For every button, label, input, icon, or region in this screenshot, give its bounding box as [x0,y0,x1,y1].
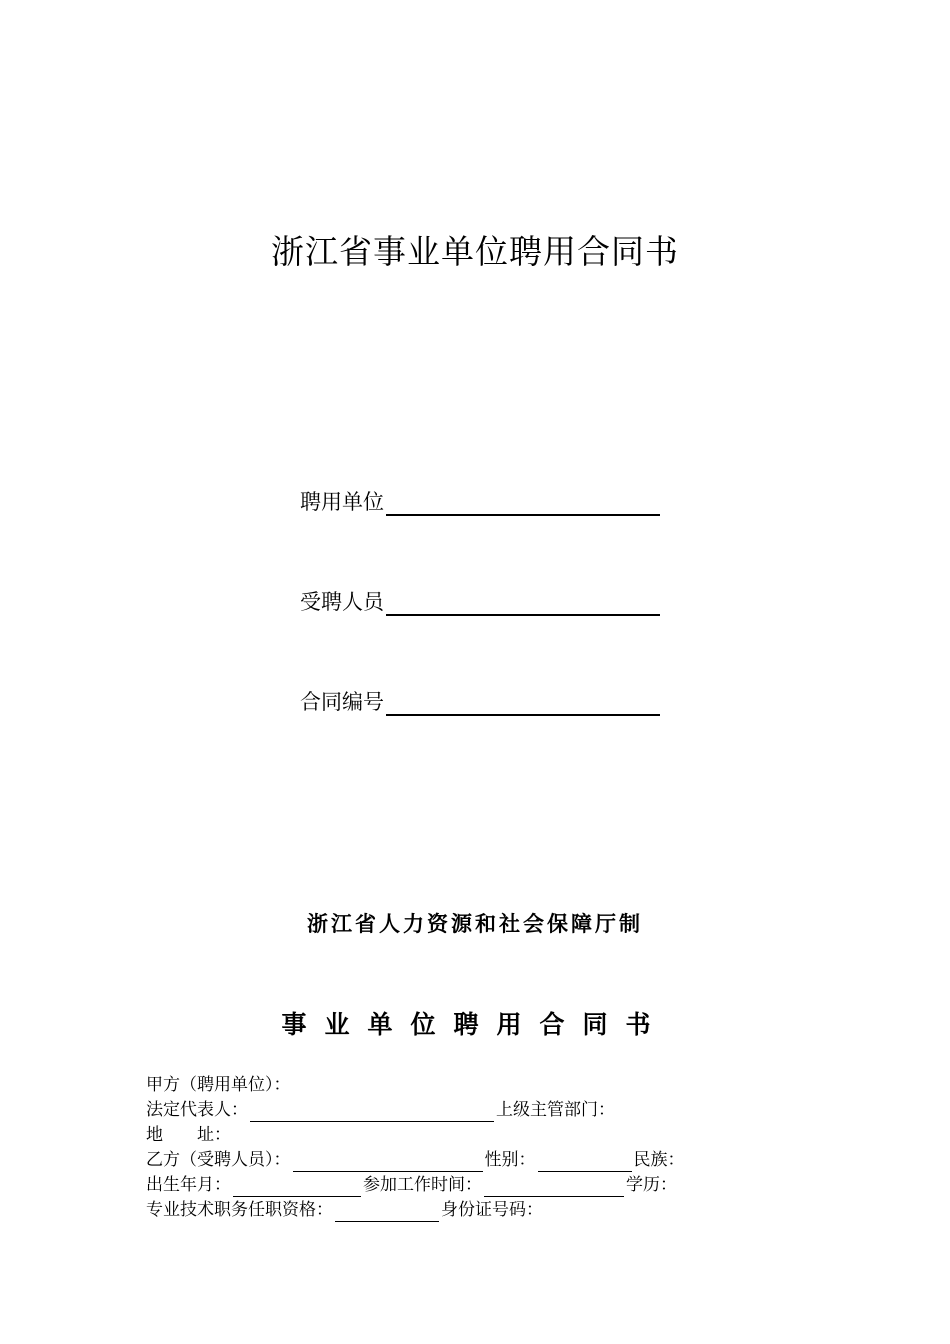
employer-field [300,486,660,516]
id-number-label: 身份证号码： [441,1200,543,1220]
employee-label: 受聘人员 [300,590,384,614]
gender-label: 性别： [484,1150,536,1170]
employer-label: 聘用单位 [300,490,384,514]
ethnicity-label: 民族： [633,1150,685,1170]
contract-number-label: 合同编号 [300,690,384,714]
contract-subtitle: 事业单位聘用合同书 [281,1010,669,1039]
party-a-label: 甲方（聘用单位）： [146,1075,291,1095]
qualification-blank[interactable] [335,1203,439,1222]
address-label: 地 址： [146,1125,231,1145]
employer-blank-line[interactable] [386,492,660,516]
qualification-label: 专业技术职务任职资格： [146,1200,333,1220]
party-a-row [146,1073,291,1097]
education-label: 学历： [626,1175,677,1195]
issuer-text: 浙江省人力资源和社会保障厅制 [307,911,643,936]
qualification-row [146,1198,543,1222]
gender-blank[interactable] [538,1153,632,1172]
legal-rep-blank[interactable] [250,1103,494,1122]
work-start-blank[interactable] [484,1178,624,1197]
superior-dept-label: 上级主管部门： [496,1100,615,1120]
contract-number-blank-line[interactable] [386,692,660,716]
employee-field [300,586,660,616]
party-b-label: 乙方（受聘人员）： [146,1150,291,1170]
contract-number-field [300,686,660,716]
birth-label: 出生年月： [146,1175,231,1195]
legal-rep-label: 法定代表人： [146,1100,248,1120]
party-b-row [146,1148,685,1172]
legal-rep-row [146,1098,615,1122]
address-row [146,1123,231,1147]
page-title: 浙江省事业单位聘用合同书 [271,232,679,271]
party-b-blank[interactable] [293,1153,483,1172]
birth-row [146,1173,677,1197]
birth-blank[interactable] [233,1178,361,1197]
work-start-label: 参加工作时间： [363,1175,482,1195]
employee-blank-line[interactable] [386,592,660,616]
